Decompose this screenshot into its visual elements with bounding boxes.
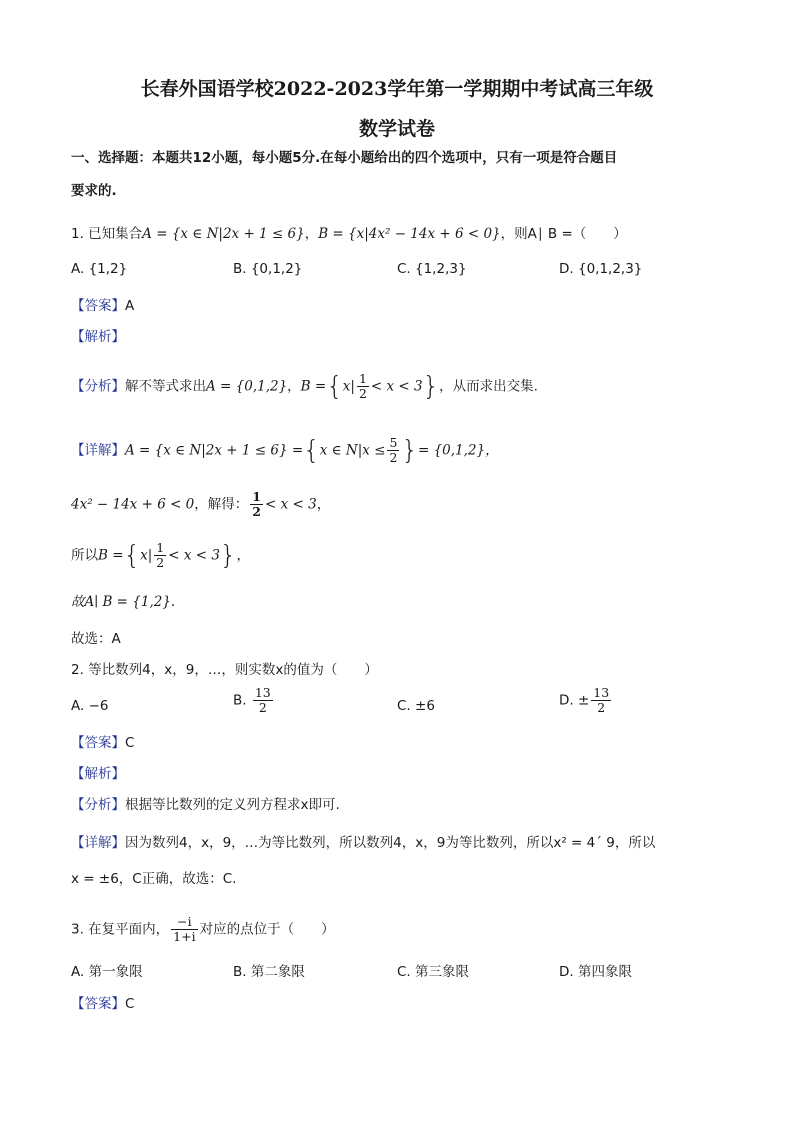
- section-heading-line2: 要求的.: [71, 183, 117, 199]
- q3-option-c: C. 第三象限: [397, 964, 470, 980]
- q2-option-a: A. −6: [71, 698, 109, 714]
- q1-xj-mid: x ∈ N|x ≤: [319, 442, 386, 459]
- q1-conclusion: [71, 592, 731, 612]
- q1-fenxi-end: ，从而求出交集.: [439, 378, 538, 395]
- q2-fenxi: [71, 795, 731, 815]
- answer-label: 【答案】: [71, 735, 125, 751]
- question-3-stem: [71, 915, 731, 944]
- q1-ineq-post: < x < 3: [264, 496, 317, 513]
- q3-answer: [71, 994, 731, 1014]
- q1-xiangjie: 【详解】A = {x ∈ N|2x + 1 ≤ 6} ={x ∈ N|x ≤ $\frac{5}{2}$ }= {0,1,2}，: [71, 435, 499, 466]
- q1-so-b-eq: B =: [98, 547, 124, 564]
- q1-so-end: ，: [236, 547, 250, 564]
- fenxi-label: 【分析】: [71, 378, 125, 395]
- q1-so-pre: 所以: [71, 547, 98, 564]
- q1-ineq-end: ，: [316, 496, 331, 513]
- q2-analysis-label: 【解析】: [71, 766, 125, 782]
- q3-option-a: A. 第一象限: [71, 964, 143, 980]
- q1-fenxi-set-a: A = {0,1,2}: [206, 378, 288, 395]
- q1-answer: [71, 296, 731, 316]
- answer-label: 【答案】: [71, 996, 125, 1012]
- q1-choose: 故选：A: [71, 631, 121, 647]
- q1-xj-end: = {0,1,2}，: [417, 442, 499, 459]
- q2-option-c: C. ±6: [397, 698, 435, 714]
- q3-answer-value: C: [125, 996, 135, 1012]
- q1-inequality: [71, 490, 731, 519]
- q2-option-b: [233, 686, 275, 715]
- q1-set-a: A = {x ∈ N|2x + 1 ≤ 6}: [142, 226, 305, 242]
- q3-option-d: D. 第四象限: [559, 964, 632, 980]
- q1-analysis-label: 【解析】: [71, 329, 125, 345]
- q1-so-frac: $\frac{1}{2}$: [156, 540, 165, 570]
- q1-so-post: < x < 3: [168, 547, 220, 564]
- q1-tail: ，则A∣ B =（ ）: [500, 226, 627, 242]
- q1-so-x: x: [140, 547, 148, 564]
- fenxi-label: 【分析】: [71, 797, 125, 813]
- q2-fenxi-text: 根据等比数列的定义列方程求x即可.: [125, 797, 340, 813]
- q1-ineq-solve: ，解得：: [194, 496, 249, 513]
- q2-optd-frac: $\frac{13}{2}$: [593, 685, 610, 715]
- q3-frac: $\frac{-i}{1+i}$: [173, 914, 196, 944]
- q1-so-b: 所以B ={x| $\frac{1}{2}$ < x < 3}，: [71, 540, 250, 571]
- q1-gu: 故A∣ B = {1,2}.: [71, 594, 176, 610]
- q2-optb-frac: $\frac{13}{2}$: [254, 685, 271, 715]
- q3-stem-post: 对应的点位于（ ）: [199, 921, 335, 938]
- q2-answer-value: C: [125, 735, 135, 751]
- q3-stem-pre: 3. 在复平面内，: [71, 921, 170, 938]
- q2-xiangjie-line1: [71, 833, 731, 853]
- q2-xiangjie-line2: x = ±6，C正确，故选：C.: [71, 871, 237, 887]
- q1-fenxi-half: $\frac{1}{2}$: [358, 371, 367, 401]
- q1-set-b: B = {x|4x² − 14x + 6 < 0}: [318, 226, 501, 242]
- answer-label: 【答案】: [71, 298, 125, 314]
- q1-number: 1. 已知集合: [71, 226, 143, 242]
- q2-optd-pre: D. ±: [559, 692, 590, 709]
- q2-answer: [71, 733, 731, 753]
- q1-option-b: B. {0,1,2}: [233, 261, 303, 277]
- q1-fenxi: 【分析】解不等式求出A = {0,1,2}，B ={x| $\frac{1}{2}$ < x < 3}，从而求出交集.: [71, 371, 538, 402]
- q1-fenxi-comma: ，: [287, 378, 301, 395]
- xiangjie-label: 【详解】: [71, 835, 125, 851]
- q1-option-c: C. {1,2,3}: [397, 261, 467, 277]
- q1-option-d: D. {0,1,2,3}: [559, 261, 643, 277]
- xiangjie-label: 【详解】: [71, 442, 125, 459]
- q1-fenxi-b-pre: B =: [300, 378, 327, 395]
- question-2-stem: 2. 等比数列4，x，9，…，则实数x的值为（ ）: [71, 662, 378, 678]
- q1-answer-value: A: [125, 298, 135, 314]
- q2-optb-pre: B.: [233, 692, 247, 709]
- q3-option-b: B. 第二象限: [233, 964, 305, 980]
- q1-fenxi-b-post: < x < 3: [370, 378, 423, 395]
- q1-xj-a: A = {x ∈ N|2x + 1 ≤ 6} =: [125, 442, 304, 459]
- section-heading-line1: 一、选择题：本题共12小题，每小题5分.在每小题给出的四个选项中，只有一项是符合题目: [71, 150, 618, 166]
- q1-fenxi-text: 解不等式求出: [125, 378, 206, 395]
- q1-option-a: A. {1,2}: [71, 261, 128, 277]
- q2-option-d: [559, 686, 613, 715]
- q1-ineq: 4x² − 14x + 6 < 0: [71, 496, 195, 513]
- page-subtitle: 数学试卷: [358, 118, 435, 140]
- page-title: 长春外国语学校2022-2023学年第一学期期中考试高三年级: [140, 78, 654, 100]
- q1-xj-frac: $\frac{5}{2}$: [389, 435, 398, 465]
- q1-comma: ，: [304, 226, 319, 242]
- question-1-stem: [71, 224, 731, 244]
- q2-xj1: 因为数列4，x，9，…为等比数列，所以数列4，x，9为等比数列，所以x² = 4´ 9，所以: [125, 835, 656, 851]
- q1-ineq-frac: $\frac{1}{2}$: [252, 489, 261, 519]
- q1-fenxi-b-x: x: [342, 378, 351, 395]
